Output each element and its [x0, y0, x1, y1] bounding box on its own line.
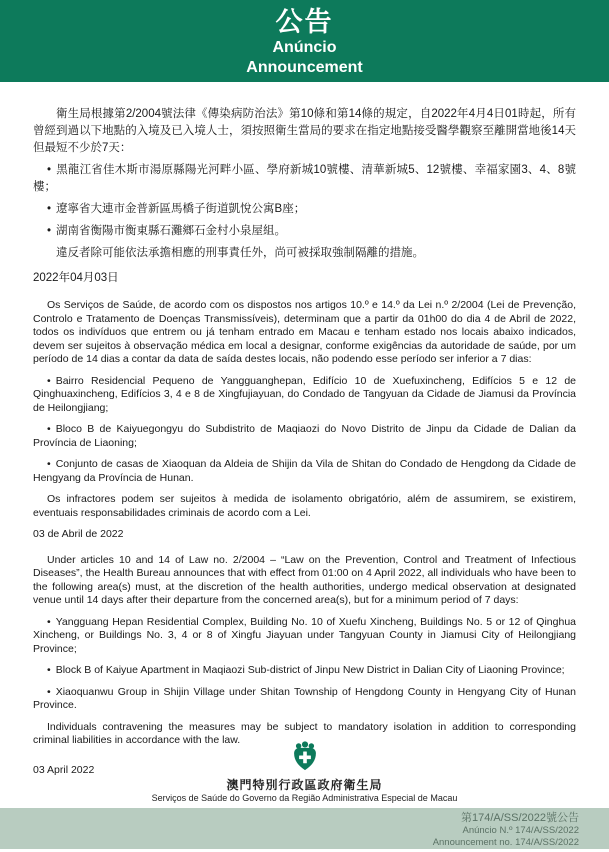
health-bureau-logo-icon	[293, 741, 317, 771]
pt-violation-paragraph: Os infractores podem ser sujeitos à medida de isolamento obrigatório, além de assumirem, se existirem, eventuais responsabilidades criminais de acordo com a Lei.	[33, 493, 576, 519]
en-bullet-item	[33, 686, 576, 713]
bullet-icon: •	[47, 374, 51, 387]
reference-number-bar	[0, 808, 609, 849]
bullet-icon: •	[47, 225, 52, 237]
page-title-zh: 公告	[275, 7, 334, 37]
en-bullet-text: Xiaoquanwu Group in Shijin Village under Shitan Township of Hengdong County in Hengyang City of Hunan Province.	[33, 685, 576, 711]
pt-bullet-text: Conjunto de casas de Xiaoquan da Aldeia de Shijin da Vila de Shitan do Condado de Hengdong da Cidade de Hengyang da Província de Hunan.	[33, 458, 576, 484]
cn-date: 2022年04月03日	[33, 272, 119, 284]
document-footer	[0, 741, 609, 852]
header-banner	[0, 0, 609, 82]
section-portuguese	[33, 299, 576, 542]
cn-bullet-text: 湖南省衡陽市衡東縣石灘鄉石金村小泉屋組。	[56, 225, 287, 237]
document-body	[0, 82, 609, 777]
bullet-icon: •	[47, 203, 52, 215]
en-bullet-item	[33, 664, 576, 678]
section-chinese	[33, 106, 576, 287]
bullet-icon: •	[47, 423, 51, 435]
reference-number-zh: 第174/A/SS/2022號公告	[460, 812, 579, 824]
cn-bullet-item	[33, 162, 576, 196]
bullet-icon: •	[47, 458, 51, 470]
en-violation-paragraph: Individuals contravening the measures may be subject to mandatory isolation in addition to corresponding criminal liabilities in accordance with the law.	[33, 720, 576, 746]
cn-bullet-text: 遼寧省大連市金普新區馬橋子街道凱悅公寓B座；	[56, 203, 306, 215]
pt-bullet-text: Bairro Residencial Pequeno de Yangguanghepan, Edifício 10 de Xuefuxincheng, Edifícios 5 e 12 de Qinghuaxincheng, Edifícios 3, 4 e 8 de Xingfujiayuan, do Condado de Tangyuan da Cidade de Jiamusi da Província de Heilongjiang;	[33, 374, 576, 414]
pt-bullet-text: Bloco B de Kaiyuegongyu do Subdistrito de Maqiaozi do Novo Distrito de Jinpu da Cidade de Dalian da Província de Liaoning;	[33, 423, 576, 449]
reference-number-en: Announcement no. 174/A/SS/2022	[432, 836, 579, 848]
bullet-icon: •	[47, 164, 52, 176]
cn-violation-paragraph: 違反者除可能依法承擔相應的刑事責任外，尚可被採取強制隔離的措施。	[56, 247, 424, 259]
en-bullet-item	[33, 616, 576, 657]
page-title-pt: Anúncio	[272, 39, 337, 56]
cn-bullet-item	[33, 201, 576, 218]
org-name-zh: 澳門特別行政區政府衛生局	[226, 778, 383, 792]
bullet-icon: •	[47, 685, 51, 698]
en-date: 03 April 2022	[33, 763, 95, 776]
en-bullet-text: Block B of Kaiyue Apartment in Maqiaozi Sub-district of Jinpu New District in Dalian City of Liaoning Province;	[55, 664, 565, 676]
en-bullet-text: Yangguang Hepan Residential Complex, Building No. 10 of Xuefu Xincheng, Buildings No. 5 or 12 of Qinghua Xincheng, or Buildings No. 3, 4 or 8 of Xingfu Jiayuan under Tangyuan County in Jiamusi City of Heilongjiang Province;	[33, 615, 576, 655]
bullet-icon: •	[47, 615, 51, 628]
page-title-en: Announcement	[246, 59, 363, 76]
reference-number-pt: Anúncio N.º 174/A/SS/2022	[462, 825, 579, 836]
pt-date: 03 de Abril de 2022	[33, 528, 124, 540]
org-name-pt: Serviços de Saúde do Governo da Região Administrativa Especial de Macau	[151, 793, 458, 803]
pt-bullet-item	[33, 375, 576, 416]
pt-bullet-item	[33, 458, 576, 485]
pt-intro-paragraph: Os Serviços de Saúde, de acordo com os dispostos nos artigos 10.º e 14.º da Lei n.º 2/2004 (Lei de Prevenção, Controlo e Tratamento de Doenças Transmissíveis), determinam que a partir da 01h00 do dia 4 de Abril de 2022, todos os indivíduos que entrem ou já tenham entrado em Macau e tenham estado nos locais abaixo indicados, devem ser sujeitos à observação médica em local a designar, conforme exigências da autoridade de saúde, por um período de 14 dias a contar da data de saída destes locais, não podendo esse período ser inferior a 7 dias:	[33, 299, 576, 365]
health-bureau-logo	[0, 741, 609, 776]
pt-bullet-item	[33, 423, 576, 450]
cn-intro-paragraph: 衛生局根據第2/2004號法律《傳染病防治法》第10條和第14條的規定，自2022年4月4日01時起，所有曾經到過以下地點的入境及已入境人士，須按照衛生當局的要求在指定地點接受醫學觀察至離開當地後14天但最短不少於7天：	[33, 108, 576, 154]
cn-bullet-item	[33, 223, 576, 240]
bullet-icon: •	[47, 664, 51, 676]
cn-bullet-text: 黑龍江省佳木斯市湯原縣陽光河畔小區、學府新城10號樓、清華新城5、12號樓、幸福家園3、4、8號樓；	[33, 164, 576, 193]
en-intro-paragraph: Under articles 10 and 14 of Law no. 2/2004 – “Law on the Prevention, Control and Treatment of Infectious Diseases”, the Health Bureau announces that with effect from 01:00 on 4 April 2022, all individuals who have been to the following area(s) must, at the discretion of the health authorities, undergo medical observation at designated venue until 14 days after their departure from the concerned area(s), but for a minimum period of 7 days:	[33, 553, 576, 606]
